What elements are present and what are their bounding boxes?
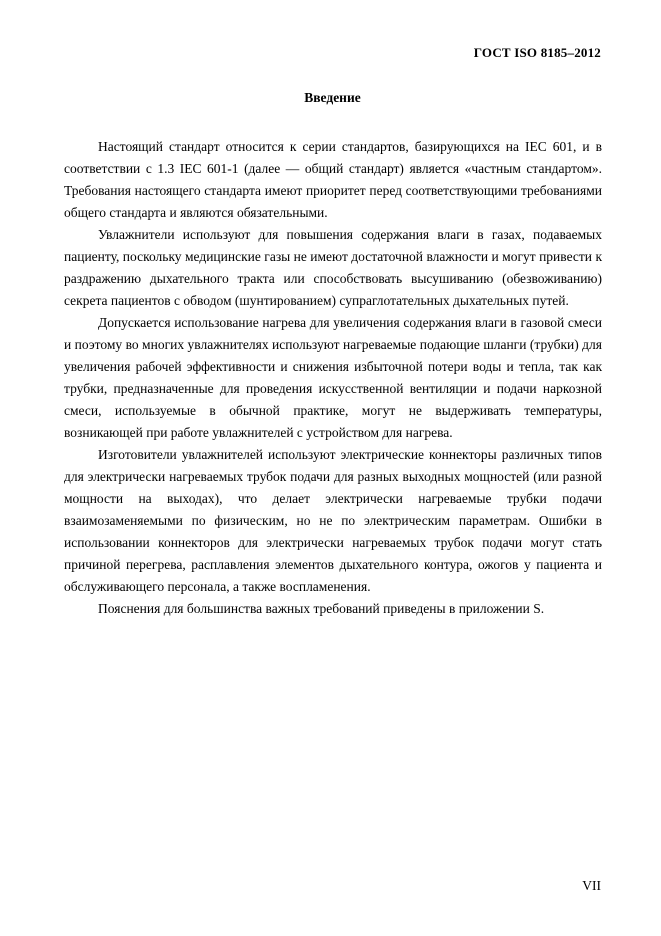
- paragraph: Изготовители увлажнителей используют электрические коннекторы различных типов для электрически нагреваемых трубок подачи для разных выходных мощностей (или разной мощности на выходах), что делает электрически нагреваемые трубки подачи взаимозаменяемыми по физическим, но не по электрическим параметрам. Ошибки в использовании коннекторов для электрически нагреваемых трубок подачи могут стать причиной перегрева, расплавления элементов дыхательного контура, ожогов у пациента и обслуживающего персонала, а также воспламенения.: [64, 447, 602, 594]
- document-body: [64, 136, 602, 620]
- paragraph: Увлажнители используют для повышения содержания влаги в газах, подаваемых пациенту, поскольку медицинские газы не имеют достаточной влажности и могут привести к раздражению дыхательного тракта или способствовать высушиванию (обезвоживанию) секрета пациентов с обводом (шунтированием) супраглотательных дыхательных путей.: [64, 227, 602, 308]
- paragraph: Допускается использование нагрева для увеличения содержания влаги в газовой смеси и поэтому во многих увлажнителях используют нагреваемые подающие шланги (трубки) для увеличения рабочей эффективности и снижения избыточной потери воды и тепла, так как трубки, предназначенные для проведения искусственной вентиляции и подачи наркозной смеси, используемые в обычной практике, могут не выдерживать температуры, возникающей при работе увлажнителей с устройством для нагрева.: [64, 315, 602, 440]
- page-number: VII: [582, 878, 601, 893]
- document-code: ГОСТ ISO 8185–2012: [473, 45, 601, 60]
- paragraph: Пояснения для большинства важных требований приведены в приложении S.: [98, 601, 545, 616]
- paragraph: Настоящий стандарт относится к серии стандартов, базирующихся на IEC 601, и в соответствии с 1.3 IEC 601-1 (далее — общий стандарт) является «частным стандартом». Требования настоящего стандарта имеют приоритет перед соответствующими требованиями общего стандарта и являются обязательными.: [64, 139, 602, 220]
- section-title: Введение: [304, 90, 361, 105]
